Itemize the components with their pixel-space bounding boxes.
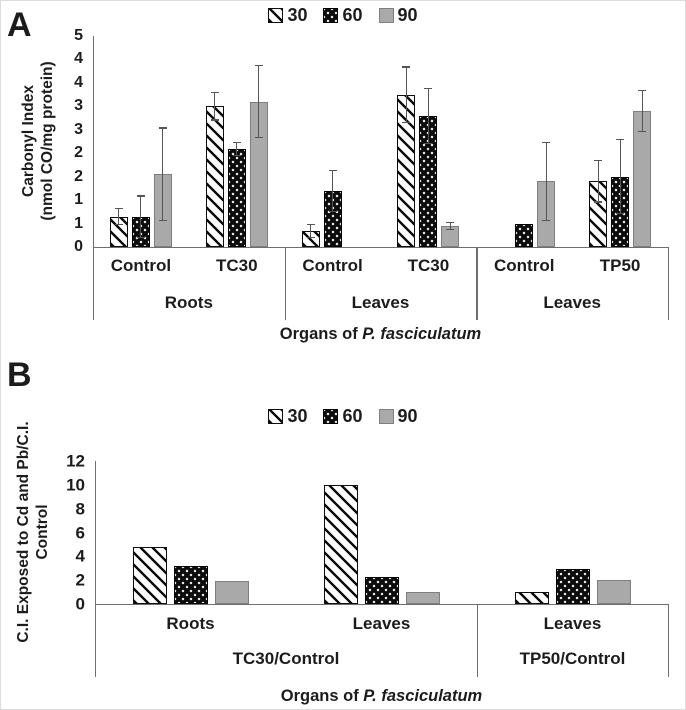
section-label: Leaves [543,293,601,312]
error-bar-cap [137,195,145,196]
legend-swatch-diagonal-hatch [268,8,283,23]
error-bar-cap [159,127,167,128]
error-bar-cap [115,208,123,209]
y-tick-label: 4 [74,50,83,68]
x-axis-title-species: P. fasciculatum [363,687,483,705]
error-bar-line [236,142,237,156]
y-tick-label: 3 [74,97,83,115]
panel-b-label: B [7,356,31,394]
error-bar-cap [307,224,315,225]
legend-swatch-diagonal-hatch [268,409,283,424]
bar-series-60 [556,569,590,604]
y-axis-line [95,461,96,677]
group-label: Leaves [543,614,602,633]
group-label: TC30 [407,256,450,275]
y-axis-title-line: Control [34,504,51,560]
bar-series-90 [597,580,631,604]
legend-B [0,406,686,427]
section-label: TP50/Control [519,649,626,668]
legend-label: 30 [287,406,308,426]
error-bar-cap [233,142,241,143]
bar-series-30 [133,547,167,604]
error-bar-cap [402,66,410,67]
bar-series-60 [228,149,246,247]
error-bar-cap [594,160,602,161]
x-axis-line [93,247,669,248]
y-tick-label: 1 [74,214,83,232]
legend-A [0,5,686,26]
y-axis-line [93,36,94,320]
error-bar-cap [255,65,263,66]
panel-a-x-axis-title [93,325,668,344]
y-axis-title-line: (nmol CO/mg protein) [39,61,56,221]
x-axis-title-text: Organs of [280,687,364,705]
legend-label: 90 [397,5,418,25]
error-bar-cap [638,90,646,91]
y-axis-title-line: C.I. Exposed to Cd and Pb/C.I. [15,421,32,643]
error-bar-line [118,208,119,225]
error-bar-cap [329,170,337,171]
legend-label: 60 [342,406,363,426]
y-tick-label: 6 [75,523,85,542]
group-label: Control [110,256,172,275]
error-bar-cap [638,131,646,132]
error-bar-cap [446,222,454,223]
error-bar-line [214,92,215,120]
error-bar-cap [402,122,410,123]
section-label: Leaves [351,293,410,312]
y-tick-label: 10 [66,475,85,495]
bar-series-60 [365,577,399,604]
legend-label: 60 [342,5,363,25]
panel-b-x-axis-title [95,687,668,706]
error-bar-cap [329,211,337,212]
error-bar-line [258,65,259,138]
legend-label: 30 [287,5,308,25]
legend-label: 90 [397,406,418,426]
y-tick-label: 2 [74,144,83,162]
x-axis-title-text: Organs of [279,325,363,343]
error-bar-line [428,88,429,144]
error-bar-cap [424,88,432,89]
y-tick-label: 4 [75,546,85,566]
legend-swatch-solid-gray [379,8,394,23]
error-bar-cap [424,143,432,144]
legend-swatch-black-white-dots [323,409,338,424]
y-tick-label: 2 [74,167,83,185]
bar-series-90 [406,592,440,604]
legend-item [379,406,418,427]
error-bar-line [620,139,621,214]
error-bar-cap [616,213,624,214]
legend-item [268,5,307,26]
y-axis-title-line: Carbonyl Index [20,85,37,197]
legend-item [379,5,418,26]
y-tick-label: 0 [75,594,85,614]
error-bar-cap [616,139,624,140]
error-bar-line [598,160,599,202]
y-tick-label: 2 [75,570,85,590]
section-label: TC30/Control [232,649,340,668]
error-bar-cap [211,92,219,93]
group-label: Leaves [352,614,411,633]
error-bar-cap [307,237,315,238]
x-axis-line [95,604,669,605]
error-bar-cap [446,229,454,230]
section-label: Roots [164,293,213,312]
error-bar-cap [211,119,219,120]
error-bar-cap [255,137,263,138]
error-bar-line [642,90,643,132]
error-bar-cap [137,237,145,238]
error-bar-cap [233,155,241,156]
group-label: Roots [166,614,215,633]
x-axis-title-species: P. fasciculatum [362,325,482,343]
y-tick-label: 12 [66,451,85,471]
error-bar-line [332,170,333,212]
bar-series-60 [174,566,208,604]
panel-a-label: A [7,6,31,44]
error-bar-line [546,142,547,222]
panel-b-y-axis-title [14,421,52,642]
group-label: TP50 [599,256,641,275]
error-bar-cap [115,224,123,225]
legend-item [323,406,362,427]
error-bar-line [406,66,407,122]
y-tick-label: 0 [74,238,83,255]
error-bar-cap [159,220,167,221]
error-bar-line [310,224,311,238]
bar-series-60 [515,224,533,247]
legend-item [323,5,362,26]
bar-series-30 [324,485,358,604]
bar-series-30 [515,592,549,604]
y-tick-label: 4 [74,73,83,91]
group-label: Control [302,256,363,275]
y-tick-label: 5 [74,27,83,44]
error-bar-cap [542,142,550,143]
group-label: Control [494,256,555,275]
y-tick-label: 1 [74,191,83,209]
error-bar-line [162,127,163,221]
y-tick-label: 3 [74,120,83,138]
panel-a-y-axis-title [19,61,57,220]
error-bar-line [140,195,141,237]
error-bar-cap [542,220,550,221]
y-tick-label: 8 [75,499,85,519]
group-label: TC30 [215,256,258,275]
bar-series-90 [215,581,249,604]
bar-series-30 [206,106,224,247]
legend-swatch-solid-gray [379,409,394,424]
legend-swatch-black-white-dots [323,8,338,23]
legend-item [268,406,307,427]
error-bar-cap [594,201,602,202]
